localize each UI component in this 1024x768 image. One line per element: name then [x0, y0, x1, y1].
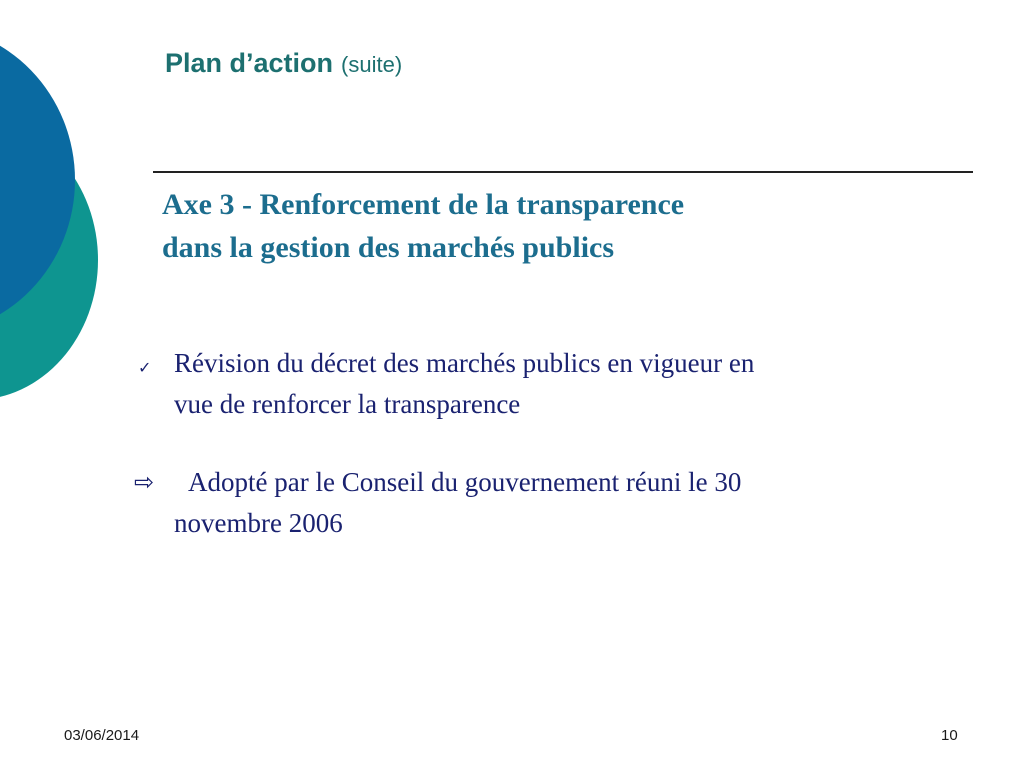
outlined-arrow-right-icon: ⇨	[134, 468, 155, 496]
section-heading-line-2: dans la gestion des marchés publics	[162, 231, 615, 264]
title-divider	[153, 171, 973, 173]
section-heading-line-1: Axe 3 - Renforcement de la transparence	[162, 188, 685, 221]
bullet-text-line-2: novembre 2006	[174, 508, 343, 538]
bullet-text	[174, 343, 934, 425]
checkmark-icon: ✓	[138, 358, 152, 377]
bullet-text-line-2: vue de renforcer la transparence	[174, 389, 521, 419]
bullet-text-line-1: Adopté par le Conseil du gouvernement réuni le 30	[188, 467, 742, 497]
slide-title	[165, 48, 402, 79]
footer-date: 03/06/2014	[64, 727, 140, 744]
slide-title-main: Plan d’action	[165, 48, 334, 78]
footer-page-number: 10	[941, 727, 958, 744]
bullet-text	[174, 462, 934, 544]
section-heading	[162, 183, 962, 269]
bullet-text-line-1: Révision du décret des marchés publics en vigueur en	[174, 348, 755, 378]
slide-title-suffix: (suite)	[341, 52, 403, 77]
